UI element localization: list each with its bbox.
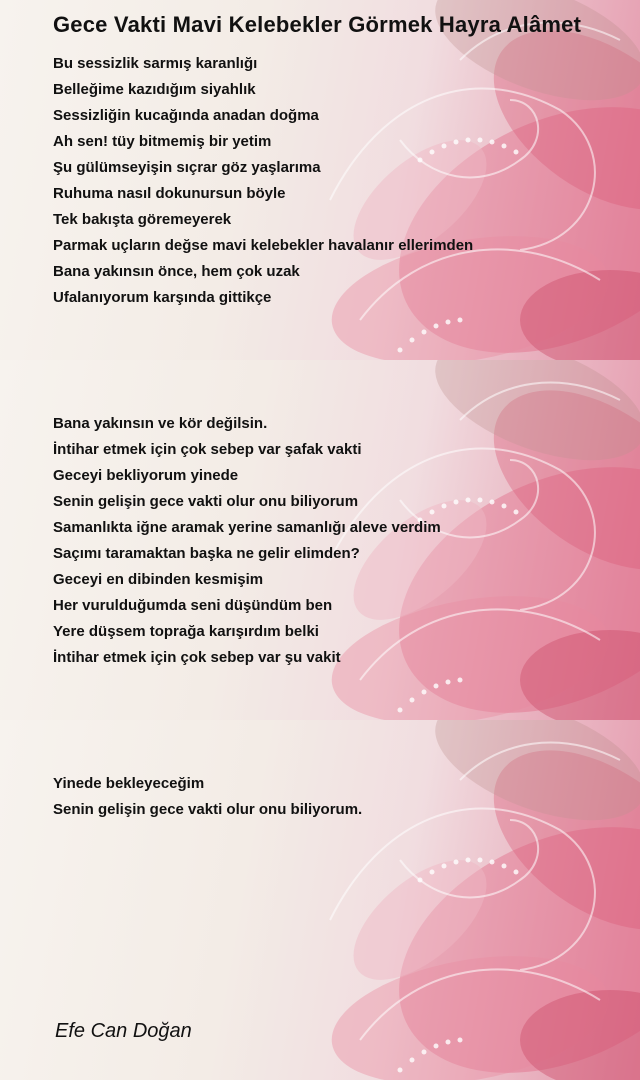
poem-line: Senin gelişin gece vakti olur onu biliyorum. xyxy=(53,801,363,818)
poem-line: Geceyi en dibinden kesmişim xyxy=(53,571,264,588)
poem-line: Sessizliğin kucağında anadan doğma xyxy=(53,107,319,124)
poem-line: Ufalanıyorum karşında gittikçe xyxy=(53,289,272,306)
poem-line: Ruhuma nasıl dokunursun böyle xyxy=(53,185,286,202)
poem-title: Gece Vakti Mavi Kelebekler Görmek Hayra Alâmet xyxy=(53,12,582,37)
poem-line: Senin gelişin gece vakti olur onu biliyorum xyxy=(53,493,359,510)
poem-line: Bana yakınsın önce, hem çok uzak xyxy=(53,263,300,280)
poem-line: Saçımı taramaktan başka ne gelir elimden? xyxy=(53,545,360,562)
poem-line: Bu sessizlik sarmış karanlığı xyxy=(53,55,258,72)
poem-line: Bana yakınsın ve kör değilsin. xyxy=(53,415,268,432)
poem-line: Belleğime kazıdığım siyahlık xyxy=(53,81,256,98)
poem-line: İntihar etmek için çok sebep var şu vakit xyxy=(53,649,341,666)
stanza-3 xyxy=(53,771,362,823)
stanza-1 xyxy=(53,51,473,311)
poem-line: Ah sen! tüy bitmemiş bir yetim xyxy=(53,133,272,150)
poem-line: İntihar etmek için çok sebep var şafak vakti xyxy=(53,441,362,458)
poem-line: Tek bakışta göremeyerek xyxy=(53,211,232,228)
poem-line: Geceyi bekliyorum yinede xyxy=(53,467,239,484)
poem-line: Yere düşsem toprağa karışırdım belki xyxy=(53,623,319,640)
author-name: Efe Can Doğan xyxy=(55,1020,192,1042)
poem-line: Her vurulduğumda seni düşündüm ben xyxy=(53,597,333,614)
stanza-2 xyxy=(53,411,441,671)
poem-line: Şu gülümseyişin sıçrar göz yaşlarıma xyxy=(53,159,321,176)
poem-line: Samanlıkta iğne aramak yerine samanlığı aleve verdim xyxy=(53,519,441,536)
poem-line: Yinede bekleyeceğim xyxy=(53,775,205,792)
poem-line: Parmak uçların değse mavi kelebekler havalanır ellerimden xyxy=(53,237,474,254)
